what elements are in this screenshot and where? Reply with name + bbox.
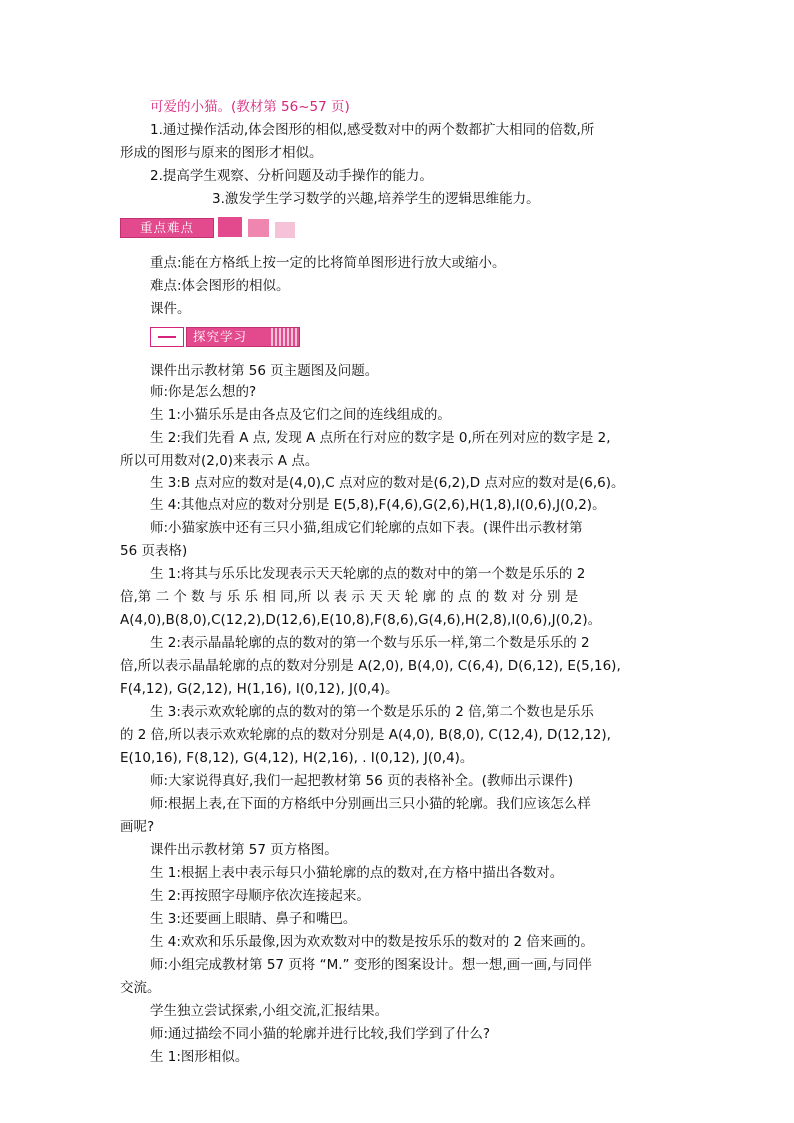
body-line: 课件出示教材第 56 页主题图及问题。 (150, 363, 379, 379)
body-line: F(4,12), G(2,12), H(1,16), I(0,12), J(0,4)。 (120, 681, 399, 697)
body-line: 师:大家说得真好,我们一起把教材第 56 页的表格补全。(教师出示课件) (150, 773, 574, 789)
body-line: 课件出示教材第 57 页方格图。 (150, 842, 338, 858)
body-line: 生 3:表示欢欢轮廓的点的数对的第一个数是乐乐的 2 倍,第二个数也是乐乐 (150, 704, 594, 720)
decor-square (275, 222, 295, 238)
body-line: 生 2:再按照字母顺序依次连接起来。 (150, 888, 370, 904)
keypoint-line: 难点:体会图形的相似。 (150, 278, 290, 294)
body-line: 交流。 (120, 980, 161, 996)
body-line: 倍,第 二 个 数 与 乐 乐 相 同,所 以 表 示 天 天 轮 廓 的 点 的 数 对 分 别 是 (120, 589, 579, 605)
key-difficulty-badge (120, 218, 214, 238)
body-line: 倍,所以表示晶晶轮廓的点的数对分别是 A(2,0), B(4,0), C(6,4), D(6,12), E(5,16), (120, 658, 621, 674)
goal-line: 形成的图形与原来的图形才相似。 (120, 145, 323, 161)
body-line: 师:小组完成教材第 57 页将 “M.” 变形的图案设计。想一想,画一画,与同伴 (150, 957, 592, 973)
section-number-box (150, 327, 184, 347)
body-line: 生 3:B 点对应的数对是(4,0),C 点对应的数对是(6,2),D 点对应的数对是(6,6)。 (150, 475, 625, 491)
body-line: E(10,16), F(8,12), G(4,12), H(2,16), . I(0,12), J(0,4)。 (120, 750, 474, 766)
body-line: A(4,0),B(8,0),C(12,2),D(12,6),E(10,8),F(8,6),G(4,6),H(2,8),I(0,6),J(0,2)。 (120, 612, 602, 628)
badge-label: 重点难点 (139, 220, 194, 235)
body-line: 的 2 倍,所以表示欢欢轮廓的点的数对分别是 A(4,0), B(8,0), C(12,4), D(12,12), (120, 727, 611, 743)
body-line: 生 4:其他点对应的数对分别是 E(5,8),F(4,6),G(2,6),H(1,8),I(0,6),J(0,2)。 (150, 497, 606, 513)
body-line: 所以可用数对(2,0)来表示 A 点。 (120, 453, 319, 469)
body-line: 生 2:我们先看 A 点, 发现 A 点所在行对应的数字是 0,所在列对应的数字是 2, (150, 430, 611, 446)
body-line: 师:根据上表,在下面的方格纸中分别画出三只小猫的轮廓。我们应该怎么样 (150, 796, 591, 812)
body-line: 生 1:图形相似。 (150, 1049, 249, 1065)
goal-line: 1.通过操作活动,体会图形的相似,感受数对中的两个数都扩大相同的倍数,所 (150, 122, 595, 138)
decor-square (248, 219, 269, 237)
body-line: 画呢? (120, 819, 155, 835)
body-line: 生 3:还要画上眼睛、鼻子和嘴巴。 (150, 911, 357, 927)
decor-square (218, 217, 242, 237)
dash-icon (158, 336, 176, 338)
body-line: 生 4:欢欢和乐乐最像,因为欢欢数对中的数是按乐乐的数对的 2 倍来画的。 (150, 934, 594, 950)
keypoint-line: 课件。 (150, 301, 191, 317)
body-line: 师:小猫家族中还有三只小猫,组成它们轮廓的点如下表。(课件出示教材第 (150, 520, 583, 536)
goal-line: 3.激发学生学习数学的兴趣,培养学生的逻辑思维能力。 (212, 191, 540, 207)
goal-line: 2.提高学生观察、分析问题及动手操作的能力。 (150, 168, 433, 184)
keypoint-line: 重点:能在方格纸上按一定的比将简单图形进行放大或缩小。 (150, 255, 506, 271)
stripe-decoration (271, 328, 299, 346)
body-line: 生 2:表示晶晶轮廓的点的数对的第一个数与乐乐一样,第二个数是乐乐的 2 (150, 635, 590, 651)
section-title-bar (186, 327, 300, 347)
body-line: 师:通过描绘不同小猫的轮廓并进行比较,我们学到了什么? (150, 1026, 491, 1042)
body-line: 生 1:根据上表中表示每只小猫轮廓的点的数对,在方格中描出各数对。 (150, 865, 564, 881)
lesson-title-line: 可爱的小猫。(教材第 56~57 页) (150, 99, 350, 115)
section-title: 探究学习 (193, 329, 248, 344)
body-line: 56 页表格) (120, 543, 188, 559)
body-line: 学生独立尝试探索,小组交流,汇报结果。 (150, 1003, 389, 1019)
body-line: 师:你是怎么想的? (150, 384, 257, 400)
body-line: 生 1:小猫乐乐是由各点及它们之间的连线组成的。 (150, 407, 451, 423)
body-line: 生 1:将其与乐乐比发现表示天天轮廓的点的数对中的第一个数是乐乐的 2 (150, 566, 586, 582)
